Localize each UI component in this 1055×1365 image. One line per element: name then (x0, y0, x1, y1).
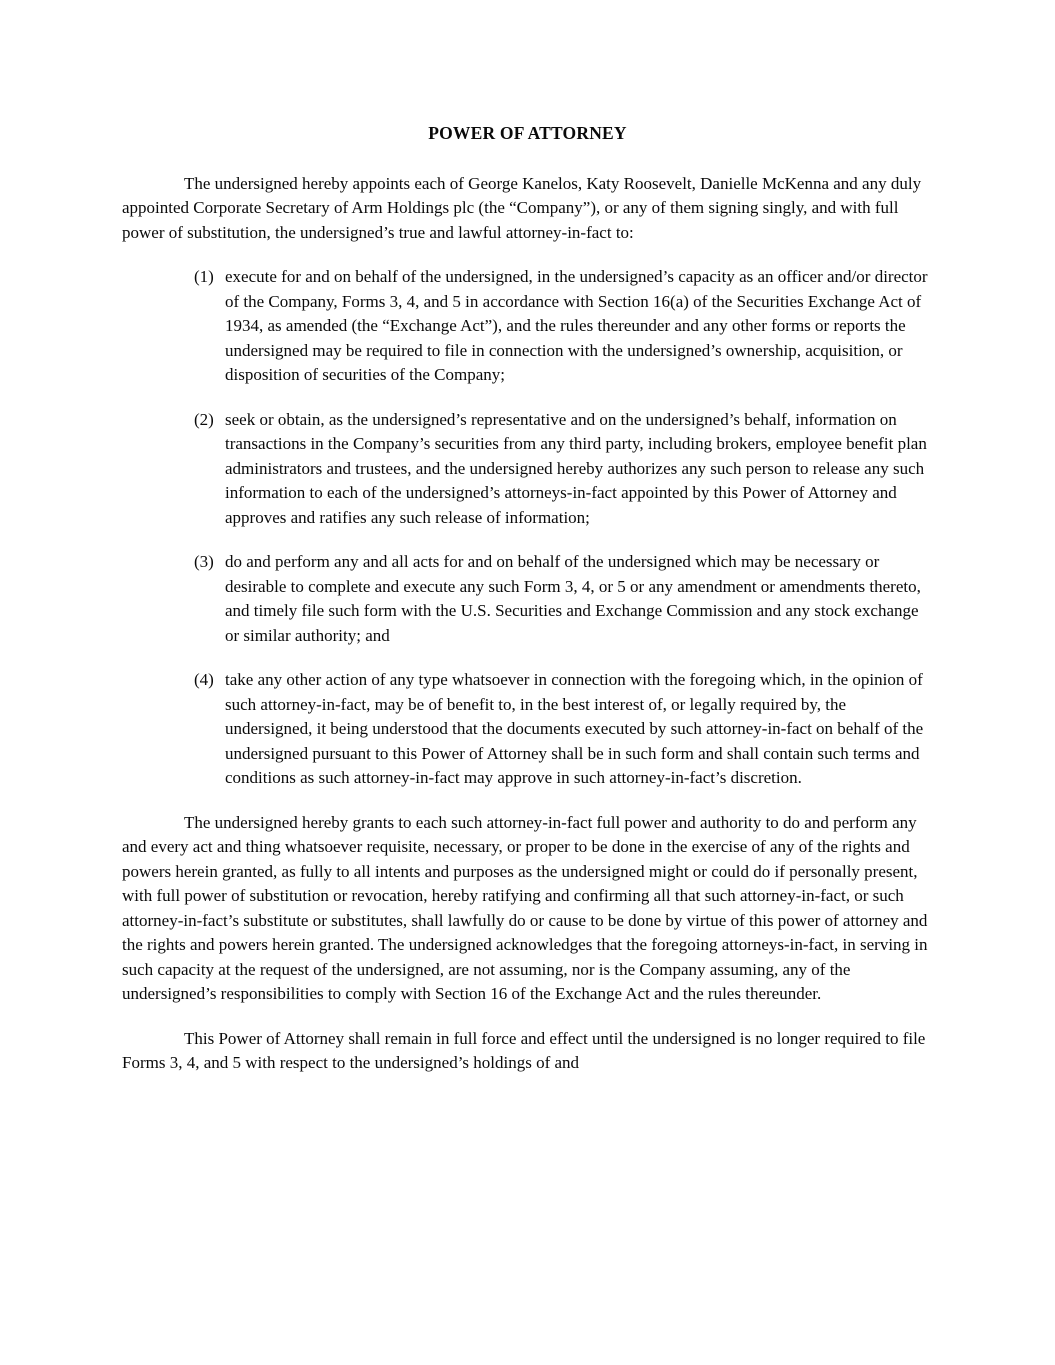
list-item-1 (122, 265, 933, 388)
powers-list (122, 265, 933, 791)
list-item-4 (122, 668, 933, 791)
list-item-text: take any other action of any type whatsoever in connection with the foregoing which, in the opinion of such attorney-in-fact, may be of benefit to, in the best interest of, or legally required by, the undersigned, it being understood that the documents executed by such attorney-in-fact on behalf of the undersigned pursuant to this Power of Attorney shall be in such form and shall contain such terms and conditions as such attorney-in-fact may approve in such attorney-in-fact’s discretion. (225, 670, 924, 787)
intro-paragraph: The undersigned hereby appoints each of George Kanelos, Katy Roosevelt, Danielle McKenna and any duly appointed Corporate Secretary of Arm Holdings plc (the “Company”), or any of them signing singly, and with full power of substitution, the undersigned’s true and lawful attorney-in-fact to: (122, 173, 922, 242)
list-item-number: (3) (194, 552, 214, 571)
list-item-2 (122, 408, 933, 531)
grant-paragraph: The undersigned hereby grants to each such attorney-in-fact full power and authority to do and perform any and every act and thing whatsoever requisite, necessary, or proper to be done in the exercise of any of the rights and powers herein granted, as fully to all intents and purposes as the undersigned might or could do if personally present, with full power of substitution or revocation, hereby ratifying and confirming all that such attorney-in-fact, or such attorney-in-fact’s substitute or substitutes, shall lawfully do or cause to be done by virtue of this power of attorney and the rights and powers herein granted. The undersigned acknowledges that the foregoing attorneys-in-fact, in serving in such capacity at the request of the undersigned, are not assuming, nor is the Company assuming, any of the undersigned’s responsibilities to comply with Section 16 of the Exchange Act and the rules thereunder. (122, 812, 928, 1003)
list-item-3 (122, 550, 933, 648)
list-item-text: execute for and on behalf of the undersigned, in the undersigned’s capacity as an officer and/or director of the Company, Forms 3, 4, and 5 in accordance with Section 16(a) of the Securities Exchange Act of 1934, as amended (the “Exchange Act”), and the rules thereunder and any other forms or reports the undersigned may be required to file in connection with the undersigned’s ownership, acquisition, or disposition of securities of the Company; (225, 267, 928, 384)
list-item-number: (1) (194, 267, 214, 286)
duration-paragraph: This Power of Attorney shall remain in full force and effect until the undersigned is no longer required to file Forms 3, 4, and 5 with respect to the undersigned’s holdings of and (122, 1028, 926, 1072)
list-item-text: do and perform any and all acts for and on behalf of the undersigned which may be necessary or desirable to complete and execute any such Form 3, 4, or 5 or any amendment or amendments thereto, and timely file such form with the U.S. Securities and Exchange Commission and any stock exchange or similar authority; and (225, 552, 921, 645)
list-item-text: seek or obtain, as the undersigned’s representative and on the undersigned’s behalf, information on transactions in the Company’s securities from any third party, including brokers, employee benefit plan administrators and trustees, and the undersigned hereby authorizes any such person to release any such information to each of the undersigned’s attorneys-in-fact appointed by this Power of Attorney and approves and ratifies any such release of information; (225, 409, 927, 527)
list-item-number: (2) (194, 409, 214, 429)
document-title: POWER OF ATTORNEY (428, 123, 627, 143)
list-item-number: (4) (194, 670, 214, 689)
